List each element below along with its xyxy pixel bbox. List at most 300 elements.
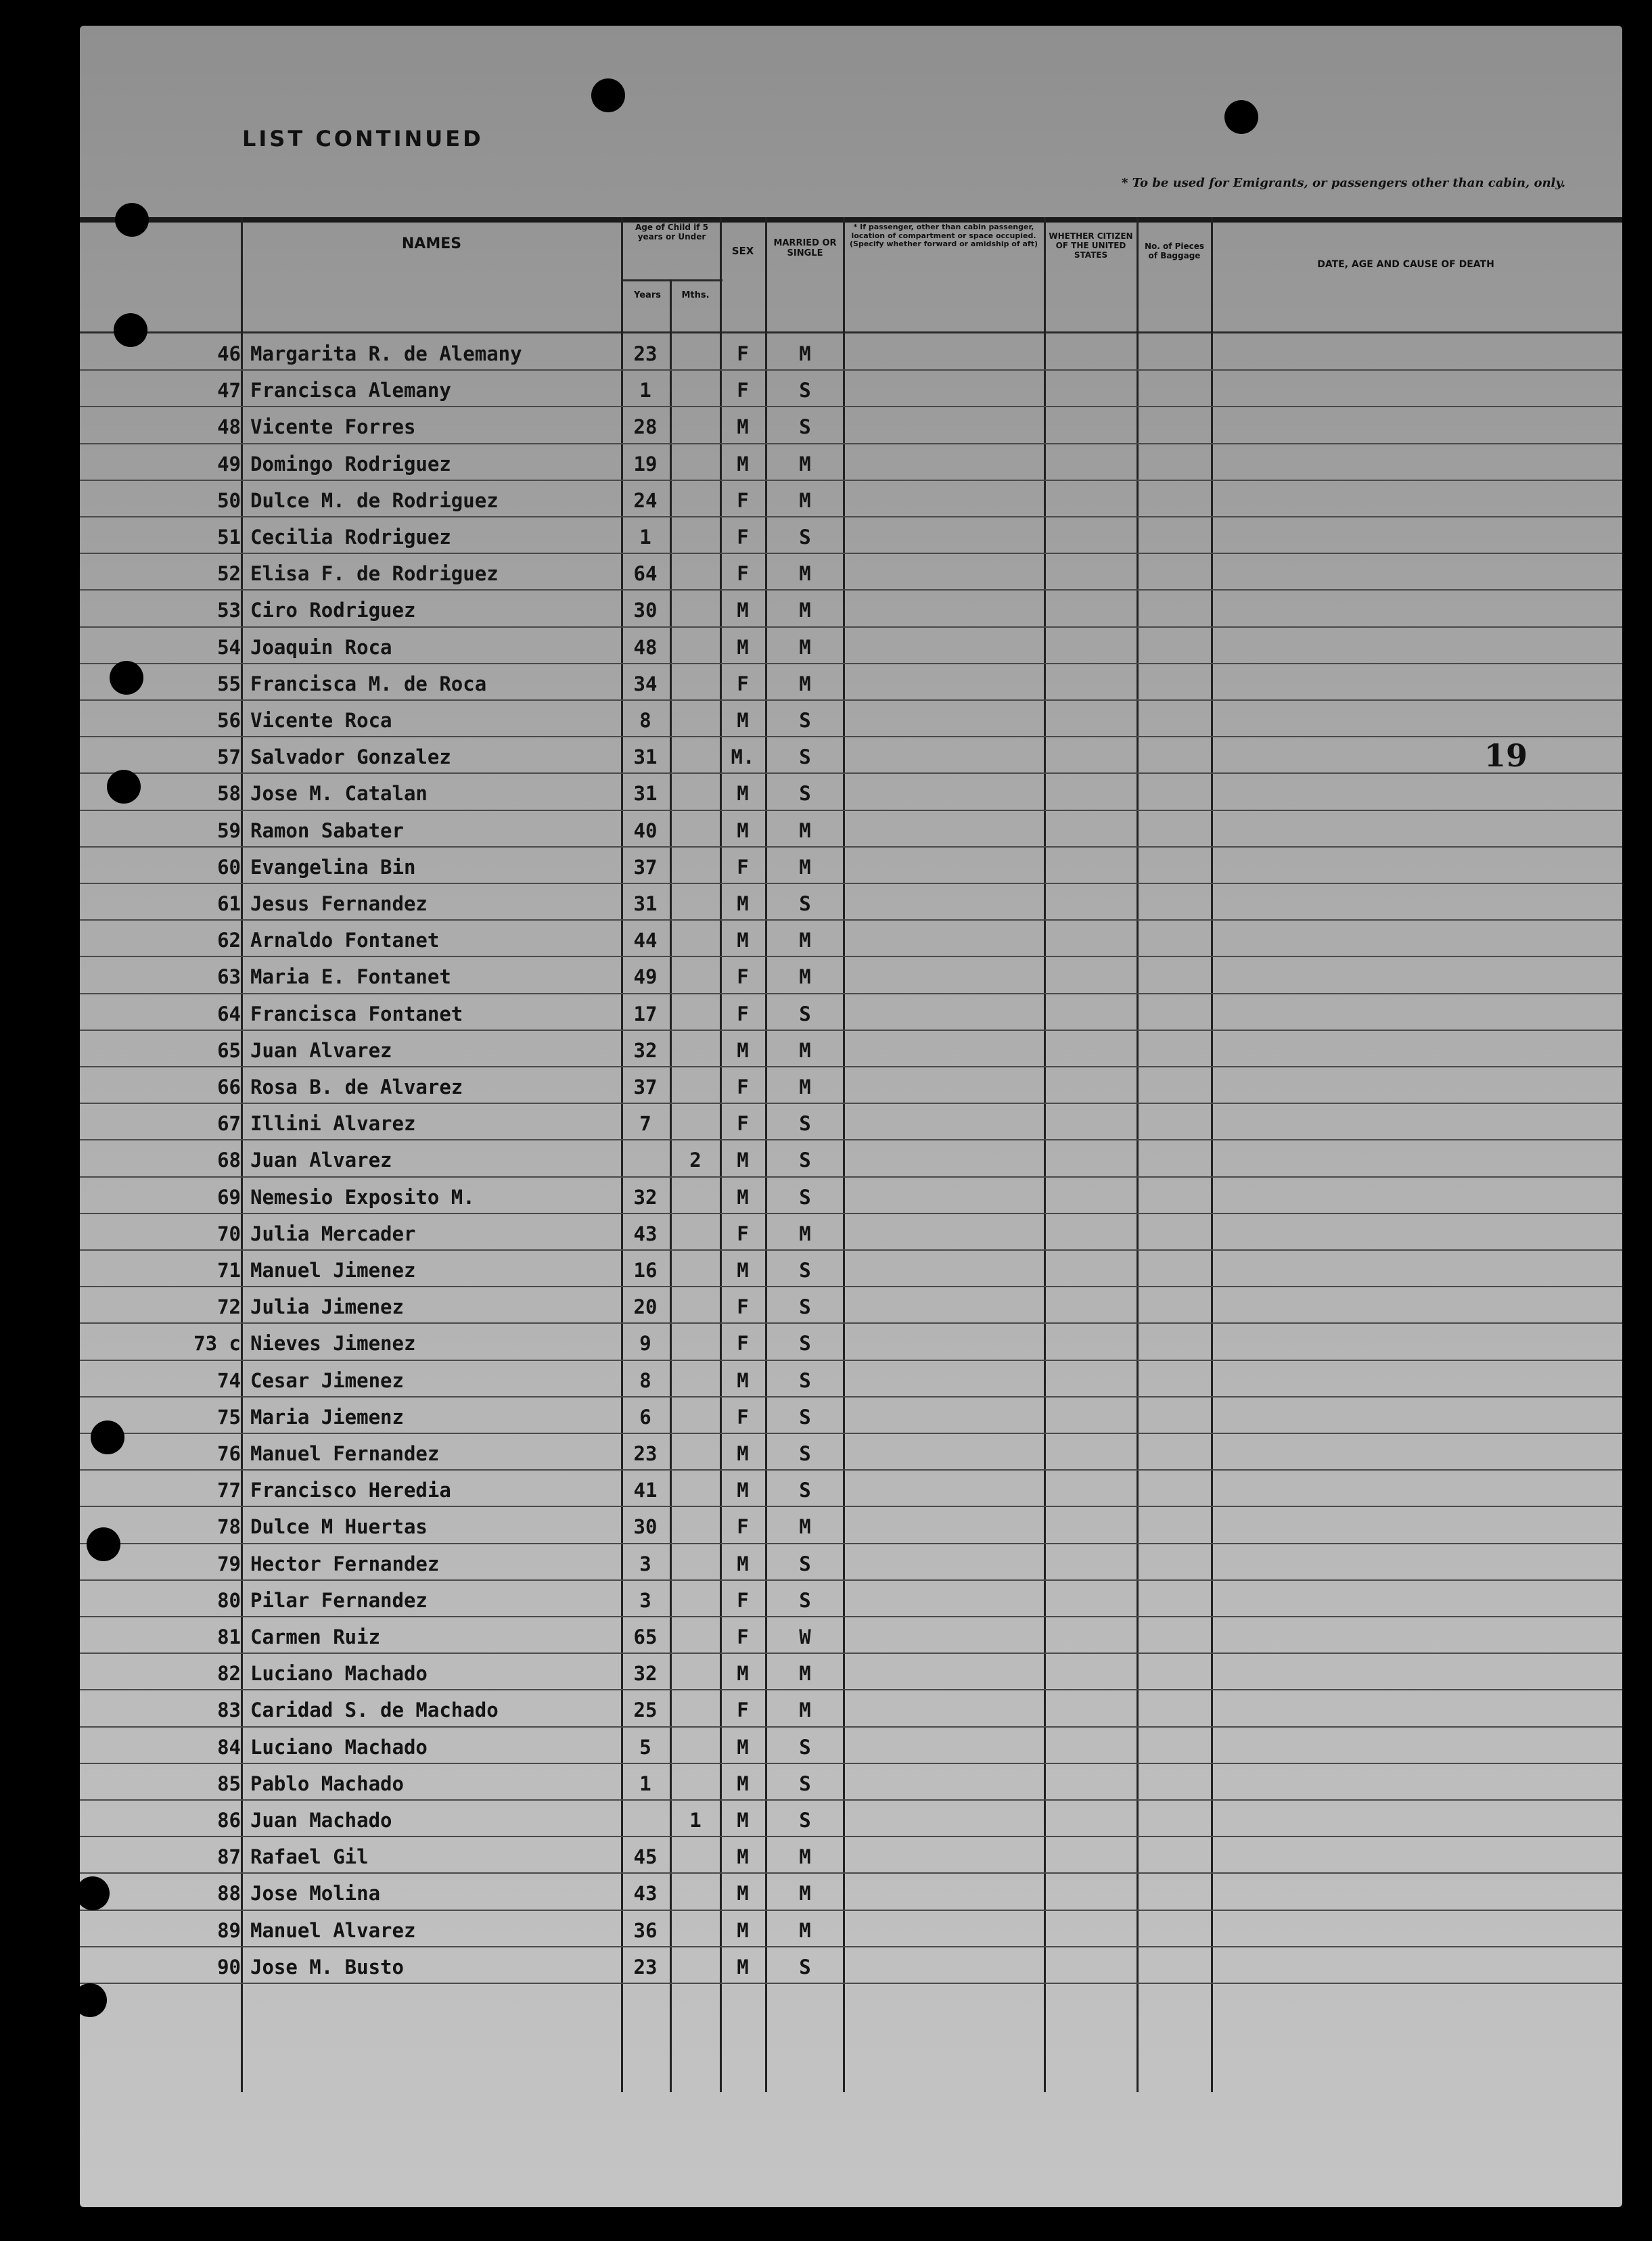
row-no: 90	[217, 1955, 241, 1979]
row-sex: F	[737, 1112, 749, 1136]
row-no: 60	[217, 855, 241, 879]
row-ms: S	[799, 379, 811, 402]
row-name: Manuel Fernandez	[250, 1442, 440, 1465]
row-ms: M	[799, 1662, 811, 1686]
row-rule	[80, 1103, 1622, 1104]
row-ms: S	[799, 1552, 811, 1575]
row-sex: M	[737, 1149, 749, 1172]
row-ms: S	[799, 1185, 811, 1209]
row-rule	[80, 516, 1622, 517]
row-no: 77	[217, 1479, 241, 1502]
row-no: 46	[217, 342, 241, 365]
row-years: 6	[639, 1405, 651, 1429]
row-sex: F	[737, 488, 749, 512]
page-number: 19	[1484, 737, 1528, 774]
row-ms: W	[799, 1625, 811, 1648]
row-sex: M	[737, 709, 749, 732]
row-years: 30	[633, 599, 658, 622]
row-sex: M	[737, 1185, 749, 1209]
col-header-citizens: WHETHER CITIZEN OF THE UNITED STATES	[1049, 231, 1133, 260]
row-no: 74	[217, 1368, 241, 1392]
row-no: 71	[217, 1259, 241, 1282]
col-divider	[670, 279, 672, 2092]
row-sex: M	[737, 818, 749, 842]
row-no: 72	[217, 1295, 241, 1319]
row-no: 87	[217, 1845, 241, 1869]
col-header-months: Mths.	[681, 290, 710, 300]
row-sex: M.	[731, 745, 755, 769]
row-name: Juan Alvarez	[250, 1149, 392, 1172]
row-no: 81	[217, 1625, 241, 1648]
row-no: 83	[217, 1699, 241, 1722]
row-years: 45	[633, 1845, 658, 1869]
row-rule	[80, 480, 1622, 481]
row-no: 64	[217, 1002, 241, 1025]
row-name: Maria E. Fontanet	[250, 965, 451, 989]
row-ms: M	[799, 1699, 811, 1722]
row-sex: M	[737, 1918, 749, 1942]
row-ms: S	[799, 1955, 811, 1979]
row-name: Dulce M. de Rodriguez	[250, 488, 499, 512]
row-ms: S	[799, 526, 811, 549]
row-sex: M	[737, 1662, 749, 1686]
row-years: 20	[633, 1295, 658, 1319]
row-rule	[80, 1763, 1622, 1764]
row-ms: M	[799, 1918, 811, 1942]
row-years: 23	[633, 342, 658, 365]
row-years: 5	[639, 1735, 651, 1759]
col-divider	[1137, 217, 1139, 2092]
row-ms: S	[799, 1112, 811, 1136]
emigrants-note: * To be used for Emigrants, or passengers other than cabin, only.	[1122, 176, 1566, 190]
row-rule	[80, 443, 1622, 444]
row-name: Ramon Sabater	[250, 818, 404, 842]
row-name: Pilar Fernandez	[250, 1588, 428, 1612]
row-years: 32	[633, 1185, 658, 1209]
punch-hole	[1224, 100, 1258, 134]
col-header-death: DATE, AGE AND CAUSE OF DEATH	[1317, 259, 1494, 270]
row-years: 32	[633, 1038, 658, 1062]
row-ms: S	[799, 1295, 811, 1319]
row-rule	[80, 699, 1622, 701]
row-ms: S	[799, 782, 811, 806]
row-years: 34	[633, 672, 658, 695]
row-years: 16	[633, 1259, 658, 1282]
row-rule	[80, 810, 1622, 811]
col-header-pieces: No. of Pieces of Baggage	[1144, 241, 1205, 260]
row-name: Joaquin Roca	[250, 635, 392, 659]
row-ms: S	[799, 709, 811, 732]
row-rule	[80, 846, 1622, 848]
row-ms: S	[799, 1479, 811, 1502]
row-sex: M	[737, 635, 749, 659]
punch-hole	[114, 313, 147, 347]
row-no: 85	[217, 1772, 241, 1795]
row-years: 1	[639, 526, 651, 549]
col-divider	[843, 217, 845, 2092]
row-name: Jose M. Catalan	[250, 782, 428, 806]
row-years: 8	[639, 709, 651, 732]
row-ms: S	[799, 1368, 811, 1392]
row-sex: M	[737, 782, 749, 806]
row-sex: M	[737, 452, 749, 476]
row-sex: M	[737, 1442, 749, 1465]
row-years: 31	[633, 782, 658, 806]
row-ms: M	[799, 855, 811, 879]
row-no: 65	[217, 1038, 241, 1062]
row-years: 8	[639, 1368, 651, 1392]
row-name: Jesus Fernandez	[250, 892, 428, 915]
punch-hole	[76, 1876, 110, 1910]
row-name: Jose M. Busto	[250, 1955, 404, 1979]
row-no: 84	[217, 1735, 241, 1759]
row-name: Nieves Jimenez	[250, 1332, 416, 1356]
row-name: Pablo Machado	[250, 1772, 404, 1795]
row-rule	[80, 1030, 1622, 1031]
row-no: 57	[217, 745, 241, 769]
row-name: Arnaldo Fontanet	[250, 929, 440, 952]
row-rule	[80, 1543, 1622, 1544]
row-ms: S	[799, 415, 811, 439]
row-rule	[80, 772, 1622, 774]
row-ms: M	[799, 929, 811, 952]
punch-hole	[73, 1983, 107, 2017]
row-sex: M	[737, 929, 749, 952]
row-no: 52	[217, 562, 241, 586]
row-name: Nemesio Exposito M.	[250, 1185, 475, 1209]
row-rule	[80, 956, 1622, 957]
row-sex: F	[737, 1405, 749, 1429]
row-name: Rosa B. de Alvarez	[250, 1076, 463, 1099]
row-rule	[80, 1616, 1622, 1617]
row-rule	[80, 1249, 1622, 1251]
row-ms: M	[799, 1222, 811, 1245]
row-sex: M	[737, 1809, 749, 1832]
row-ms: S	[799, 1735, 811, 1759]
row-rule	[80, 1799, 1622, 1801]
row-years: 1	[639, 379, 651, 402]
row-no: 69	[217, 1185, 241, 1209]
row-years: 36	[633, 1918, 658, 1942]
row-rule	[80, 626, 1622, 628]
row-sex: F	[737, 1625, 749, 1648]
row-ms: M	[799, 1845, 811, 1869]
row-ms: M	[799, 562, 811, 586]
row-ms: S	[799, 1772, 811, 1795]
row-years: 19	[633, 452, 658, 476]
row-no: 66	[217, 1076, 241, 1099]
row-sex: M	[737, 1552, 749, 1575]
row-sex: F	[737, 342, 749, 365]
row-rule	[80, 1726, 1622, 1728]
row-ms: M	[799, 1038, 811, 1062]
row-rule	[80, 1433, 1622, 1434]
row-sex: F	[737, 1515, 749, 1539]
row-name: Manuel Jimenez	[250, 1259, 416, 1282]
row-rule	[80, 1983, 1622, 1984]
row-ms: M	[799, 488, 811, 512]
row-rule	[80, 1506, 1622, 1507]
row-rule	[80, 1213, 1622, 1214]
row-years: 37	[633, 855, 658, 879]
row-name: Illini Alvarez	[250, 1112, 416, 1136]
row-sex: F	[737, 1222, 749, 1245]
row-rule	[80, 1836, 1622, 1837]
manifest-sheet	[80, 26, 1622, 2207]
row-years: 28	[633, 415, 658, 439]
row-name: Margarita R. de Alemany	[250, 342, 522, 365]
row-ms: S	[799, 1149, 811, 1172]
row-rule	[80, 1139, 1622, 1140]
row-ms: S	[799, 1588, 811, 1612]
row-sex: F	[737, 1295, 749, 1319]
col-header-age: Age of Child if 5 years or Under	[635, 223, 709, 241]
row-rule	[80, 589, 1622, 591]
row-name: Julia Jimenez	[250, 1295, 404, 1319]
row-name: Jose Molina	[250, 1882, 381, 1905]
col-divider	[241, 217, 243, 2092]
row-sex: M	[737, 1772, 749, 1795]
row-sex: F	[737, 1332, 749, 1356]
punch-hole	[87, 1527, 120, 1561]
row-rule	[80, 883, 1622, 884]
row-no: 48	[217, 415, 241, 439]
row-years: 9	[639, 1332, 651, 1356]
row-rule	[80, 1872, 1622, 1874]
col-divider	[621, 217, 623, 2092]
row-no: 78	[217, 1515, 241, 1539]
row-ms: M	[799, 965, 811, 989]
col-header-years: Years	[634, 290, 661, 300]
row-name: Salvador Gonzalez	[250, 745, 451, 769]
row-name: Caridad S. de Machado	[250, 1699, 499, 1722]
list-title: LIST CONTINUED	[242, 126, 484, 152]
row-name: Francisco Heredia	[250, 1479, 451, 1502]
row-rule	[80, 663, 1622, 664]
row-name: Juan Machado	[250, 1809, 392, 1832]
row-years: 3	[639, 1552, 651, 1575]
row-sex: M	[737, 415, 749, 439]
row-months: 1	[689, 1809, 702, 1832]
row-rule	[80, 1653, 1622, 1654]
row-years: 25	[633, 1699, 658, 1722]
row-no: 88	[217, 1882, 241, 1905]
col-header-passenger-note: * If passenger, other than cabin passenger, location of compartment or space occupied. (Specify whether forward or amidship of aft)	[850, 223, 1038, 249]
row-name: Carmen Ruiz	[250, 1625, 381, 1648]
row-no: 58	[217, 782, 241, 806]
row-ms: M	[799, 1882, 811, 1905]
row-name: Francisca M. de Roca	[250, 672, 487, 695]
row-no: 67	[217, 1112, 241, 1136]
row-ms: S	[799, 1332, 811, 1356]
row-ms: S	[799, 1405, 811, 1429]
row-sex: F	[737, 965, 749, 989]
row-name: Manuel Alvarez	[250, 1918, 416, 1942]
row-sex: M	[737, 892, 749, 915]
row-months: 2	[689, 1149, 702, 1172]
punch-hole	[91, 1420, 124, 1454]
row-years: 48	[633, 635, 658, 659]
row-rule	[80, 1946, 1622, 1947]
row-years: 64	[633, 562, 658, 586]
row-name: Maria Jiemenz	[250, 1405, 404, 1429]
row-rule	[80, 1360, 1622, 1361]
punch-hole	[115, 203, 149, 237]
row-no: 51	[217, 526, 241, 549]
row-name: Rafael Gil	[250, 1845, 369, 1869]
col-divider	[720, 217, 722, 2092]
punch-hole	[107, 770, 141, 804]
row-no: 86	[217, 1809, 241, 1832]
row-rule	[80, 919, 1622, 921]
col-divider	[765, 217, 767, 2092]
row-rule	[80, 369, 1622, 371]
row-years: 30	[633, 1515, 658, 1539]
row-rule	[80, 406, 1622, 407]
row-name: Luciano Machado	[250, 1662, 428, 1686]
row-sex: F	[737, 1588, 749, 1612]
col-header-names: NAMES	[401, 235, 462, 252]
row-rule	[80, 993, 1622, 994]
row-no: 63	[217, 965, 241, 989]
row-years: 44	[633, 929, 658, 952]
row-name: Dulce M Huertas	[250, 1515, 428, 1539]
row-no: 56	[217, 709, 241, 732]
row-name: Francisca Alemany	[250, 379, 451, 402]
row-name: Ciro Rodriguez	[250, 599, 416, 622]
row-sex: M	[737, 1845, 749, 1869]
row-ms: S	[799, 892, 811, 915]
row-rule	[80, 1066, 1622, 1067]
row-sex: M	[737, 1955, 749, 1979]
row-years: 43	[633, 1882, 658, 1905]
row-no: 82	[217, 1662, 241, 1686]
row-no: 53	[217, 599, 241, 622]
row-no: 50	[217, 488, 241, 512]
row-ms: S	[799, 1002, 811, 1025]
row-years: 1	[639, 1772, 651, 1795]
row-years: 65	[633, 1625, 658, 1648]
row-rule	[80, 1579, 1622, 1581]
row-rule	[80, 1286, 1622, 1287]
row-years: 43	[633, 1222, 658, 1245]
row-name: Francisca Fontanet	[250, 1002, 463, 1025]
row-name: Julia Mercader	[250, 1222, 416, 1245]
row-no: 76	[217, 1442, 241, 1465]
row-rule	[80, 1689, 1622, 1690]
row-sex: F	[737, 855, 749, 879]
row-no: 73 c	[193, 1332, 241, 1356]
col-header-married: MARRIED OR SINGLE	[773, 238, 837, 258]
row-ms: M	[799, 1515, 811, 1539]
row-sex: M	[737, 1368, 749, 1392]
row-no: 47	[217, 379, 241, 402]
row-name: Vicente Forres	[250, 415, 416, 439]
row-rule	[80, 736, 1622, 737]
row-sex: F	[737, 1076, 749, 1099]
row-sex: M	[737, 1259, 749, 1282]
row-name: Hector Fernandez	[250, 1552, 440, 1575]
punch-hole	[110, 661, 143, 695]
row-ms: M	[799, 599, 811, 622]
row-no: 62	[217, 929, 241, 952]
row-years: 40	[633, 818, 658, 842]
row-years: 24	[633, 488, 658, 512]
header-top-rule	[80, 217, 1622, 223]
row-ms: M	[799, 818, 811, 842]
header-bottom-rule	[80, 331, 1622, 333]
row-ms: M	[799, 342, 811, 365]
row-no: 68	[217, 1149, 241, 1172]
col-header-sex: SEX	[731, 245, 754, 257]
row-sex: F	[737, 672, 749, 695]
row-no: 49	[217, 452, 241, 476]
row-no: 89	[217, 1918, 241, 1942]
row-ms: M	[799, 672, 811, 695]
row-no: 54	[217, 635, 241, 659]
row-years: 49	[633, 965, 658, 989]
row-rule	[80, 1396, 1622, 1397]
row-name: Vicente Roca	[250, 709, 392, 732]
row-sex: M	[737, 1882, 749, 1905]
row-ms: S	[799, 1442, 811, 1465]
row-years: 32	[633, 1662, 658, 1686]
row-ms: S	[799, 745, 811, 769]
col-divider	[1211, 217, 1213, 2092]
row-no: 80	[217, 1588, 241, 1612]
row-ms: M	[799, 452, 811, 476]
row-sex: M	[737, 1735, 749, 1759]
row-sex: M	[737, 599, 749, 622]
row-no: 61	[217, 892, 241, 915]
row-no: 70	[217, 1222, 241, 1245]
row-sex: F	[737, 526, 749, 549]
row-years: 23	[633, 1442, 658, 1465]
row-name: Cecilia Rodriguez	[250, 526, 451, 549]
row-rule	[80, 1322, 1622, 1324]
row-no: 55	[217, 672, 241, 695]
row-years: 31	[633, 892, 658, 915]
row-sex: F	[737, 1002, 749, 1025]
row-years: 7	[639, 1112, 651, 1136]
row-name: Evangelina Bin	[250, 855, 416, 879]
row-ms: M	[799, 1076, 811, 1099]
row-sex: F	[737, 562, 749, 586]
row-name: Elisa F. de Rodriguez	[250, 562, 499, 586]
col-divider	[1044, 217, 1046, 2092]
row-years: 37	[633, 1076, 658, 1099]
row-name: Juan Alvarez	[250, 1038, 392, 1062]
row-years: 31	[633, 745, 658, 769]
row-rule	[80, 1469, 1622, 1471]
row-no: 75	[217, 1405, 241, 1429]
row-sex: F	[737, 379, 749, 402]
row-years: 3	[639, 1588, 651, 1612]
row-years: 17	[633, 1002, 658, 1025]
row-rule	[80, 553, 1622, 554]
row-ms: M	[799, 635, 811, 659]
row-ms: S	[799, 1259, 811, 1282]
row-name: Cesar Jimenez	[250, 1368, 404, 1392]
row-name: Domingo Rodriguez	[250, 452, 451, 476]
punch-hole	[591, 78, 625, 112]
row-sex: F	[737, 1699, 749, 1722]
row-sex: M	[737, 1479, 749, 1502]
row-sex: M	[737, 1038, 749, 1062]
row-no: 79	[217, 1552, 241, 1575]
row-name: Luciano Machado	[250, 1735, 428, 1759]
row-no: 59	[217, 818, 241, 842]
